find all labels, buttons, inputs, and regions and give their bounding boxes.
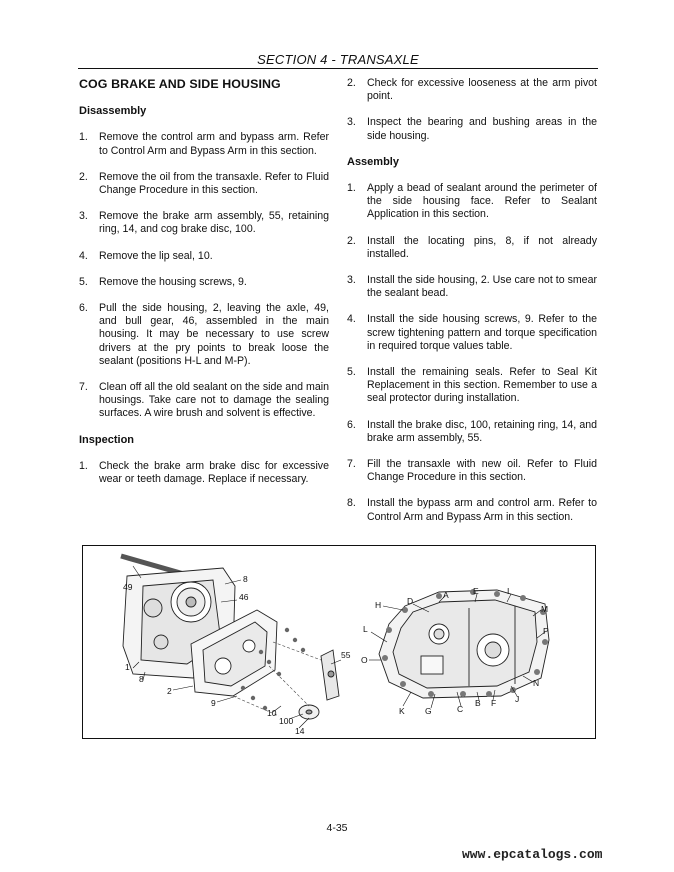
step-text: Check for excessive looseness at the arm pivot point. (367, 77, 597, 103)
callout-100: 100 (279, 716, 294, 726)
step-text: Remove the control arm and bypass arm. Refer to Control Arm and Bypass Arm in this section. (99, 131, 329, 157)
assembly-step (347, 274, 597, 300)
callout-8-lower: 8 (139, 674, 144, 684)
callout-F: F (491, 698, 497, 708)
step-number: 4. (347, 313, 356, 326)
disassembly-step (79, 171, 329, 197)
callout-55: 55 (341, 650, 351, 660)
step-number: 4. (79, 249, 88, 262)
step-number: 7. (347, 458, 356, 471)
step-text: Install the locating pins, 8, if not already installed. (367, 234, 597, 260)
inspection-step (347, 116, 597, 142)
step-number: 7. (79, 381, 88, 394)
callout-1: 1 (125, 662, 130, 672)
assembly-step (347, 419, 597, 445)
section-header: SECTION 4 - TRANSAXLE (257, 52, 419, 67)
step-text: Pull the side housing, 2, leaving the axle, 49, and bull gear, 46, assembled in the main housing. It may be necessary to use screw drivers at the pry points to break loose the sealant (positions H-L and M-P). (99, 302, 329, 367)
right-column (347, 77, 597, 537)
disassembly-step (79, 250, 329, 263)
step-number: 2. (79, 170, 88, 183)
callout-46: 46 (239, 592, 249, 602)
callout-A: A (443, 590, 449, 600)
step-number: 1. (79, 131, 88, 144)
step-text: Install the bypass arm and control arm. Refer to Control Arm and Bypass Arm in this section. (367, 497, 597, 523)
step-number: 6. (347, 418, 356, 431)
callout-J: J (515, 694, 520, 704)
header-rule (78, 68, 598, 69)
callout-K: K (399, 706, 405, 716)
assembly-step (347, 366, 597, 406)
watermark: www.epcatalogs.com (462, 847, 603, 862)
assembly-step (347, 497, 597, 523)
callout-C: C (457, 704, 464, 714)
assembly-step (347, 182, 597, 222)
callout-H: H (375, 600, 382, 610)
callout-G: G (425, 706, 432, 716)
callout-L: L (363, 624, 368, 634)
step-number: 1. (347, 182, 356, 195)
step-text: Fill the transaxle with new oil. Refer to Fluid Change Procedure in this section. (367, 458, 597, 484)
step-text: Install the brake disc, 100, retaining ring, 14, and brake arm assembly, 55. (367, 418, 597, 444)
page-heading: COG BRAKE AND SIDE HOUSING (79, 77, 281, 91)
disassembly-step (79, 131, 329, 157)
inspection-step (347, 77, 597, 103)
callout-8: 8 (243, 574, 248, 584)
step-text: Install the side housing, 2. Use care not to smear the sealant bead. (367, 274, 597, 300)
callout-9: 9 (211, 698, 216, 708)
assembly-step (347, 313, 597, 353)
exploded-view-figure (82, 545, 596, 739)
page-number: 4-35 (326, 822, 348, 834)
step-text: Check the brake arm brake disc for excessive wear or teeth damage. Replace if necessary. (99, 459, 329, 486)
callout-N: N (533, 678, 540, 688)
assembly-heading: Assembly (347, 155, 399, 168)
inspection-heading: Inspection (79, 433, 135, 446)
callout-D: D (407, 596, 414, 606)
callout-I: I (507, 586, 510, 596)
disassembly-step (79, 302, 329, 368)
step-text: Remove the oil from the transaxle. Refer to Fluid Change Procedure in this section. (99, 170, 329, 197)
callout-14: 14 (295, 726, 305, 736)
callout-49: 49 (123, 582, 133, 592)
callout-2: 2 (167, 686, 172, 696)
step-number: 5. (347, 366, 356, 379)
left-column (79, 76, 329, 499)
step-number: 3. (347, 274, 356, 287)
step-number: 6. (79, 302, 88, 315)
step-number: 3. (347, 116, 356, 129)
callout-O: O (361, 655, 368, 665)
step-number: 1. (79, 459, 88, 472)
step-text: Inspect the bearing and bushing areas in the side housing. (367, 116, 597, 142)
step-text: Remove the brake arm assembly, 55, retaining ring, 14, and cog brake disc, 100. (99, 210, 329, 236)
step-text: Clean off all the old sealant on the side and main housings. Take care not to damage the sealing surfaces. A wire brush and solvent is effective. (99, 381, 329, 420)
assembly-step (347, 458, 597, 484)
callout-B: B (475, 698, 481, 708)
step-text: Remove the lip seal, 10. (99, 249, 213, 262)
step-number: 5. (79, 275, 88, 288)
callout-P: P (543, 626, 549, 636)
step-text: Install the side housing screws, 9. Refer to the screw tightening pattern and torque specification in required torque values table. (367, 313, 597, 352)
step-number: 8. (347, 497, 356, 510)
step-number: 3. (79, 210, 88, 223)
step-text: Install the remaining seals. Refer to Seal Kit Replacement in this section. Remember to use a seal protector during installation. (367, 366, 597, 405)
assembly-step (347, 235, 597, 261)
callout-10: 10 (267, 708, 277, 718)
transaxle-illustration (83, 546, 595, 738)
inspection-step (79, 460, 329, 486)
callout-M: M (541, 604, 549, 614)
disassembly-step (79, 381, 329, 421)
step-text: Apply a bead of sealant around the perimeter of the side housing face. Refer to Sealant Application in this section. (367, 182, 597, 221)
disassembly-heading: Disassembly (79, 105, 147, 118)
step-number: 2. (347, 77, 356, 89)
disassembly-step (79, 210, 329, 236)
step-number: 2. (347, 234, 356, 247)
disassembly-step (79, 276, 329, 289)
step-text: Remove the housing screws, 9. (99, 275, 247, 288)
callout-E: E (473, 586, 479, 596)
